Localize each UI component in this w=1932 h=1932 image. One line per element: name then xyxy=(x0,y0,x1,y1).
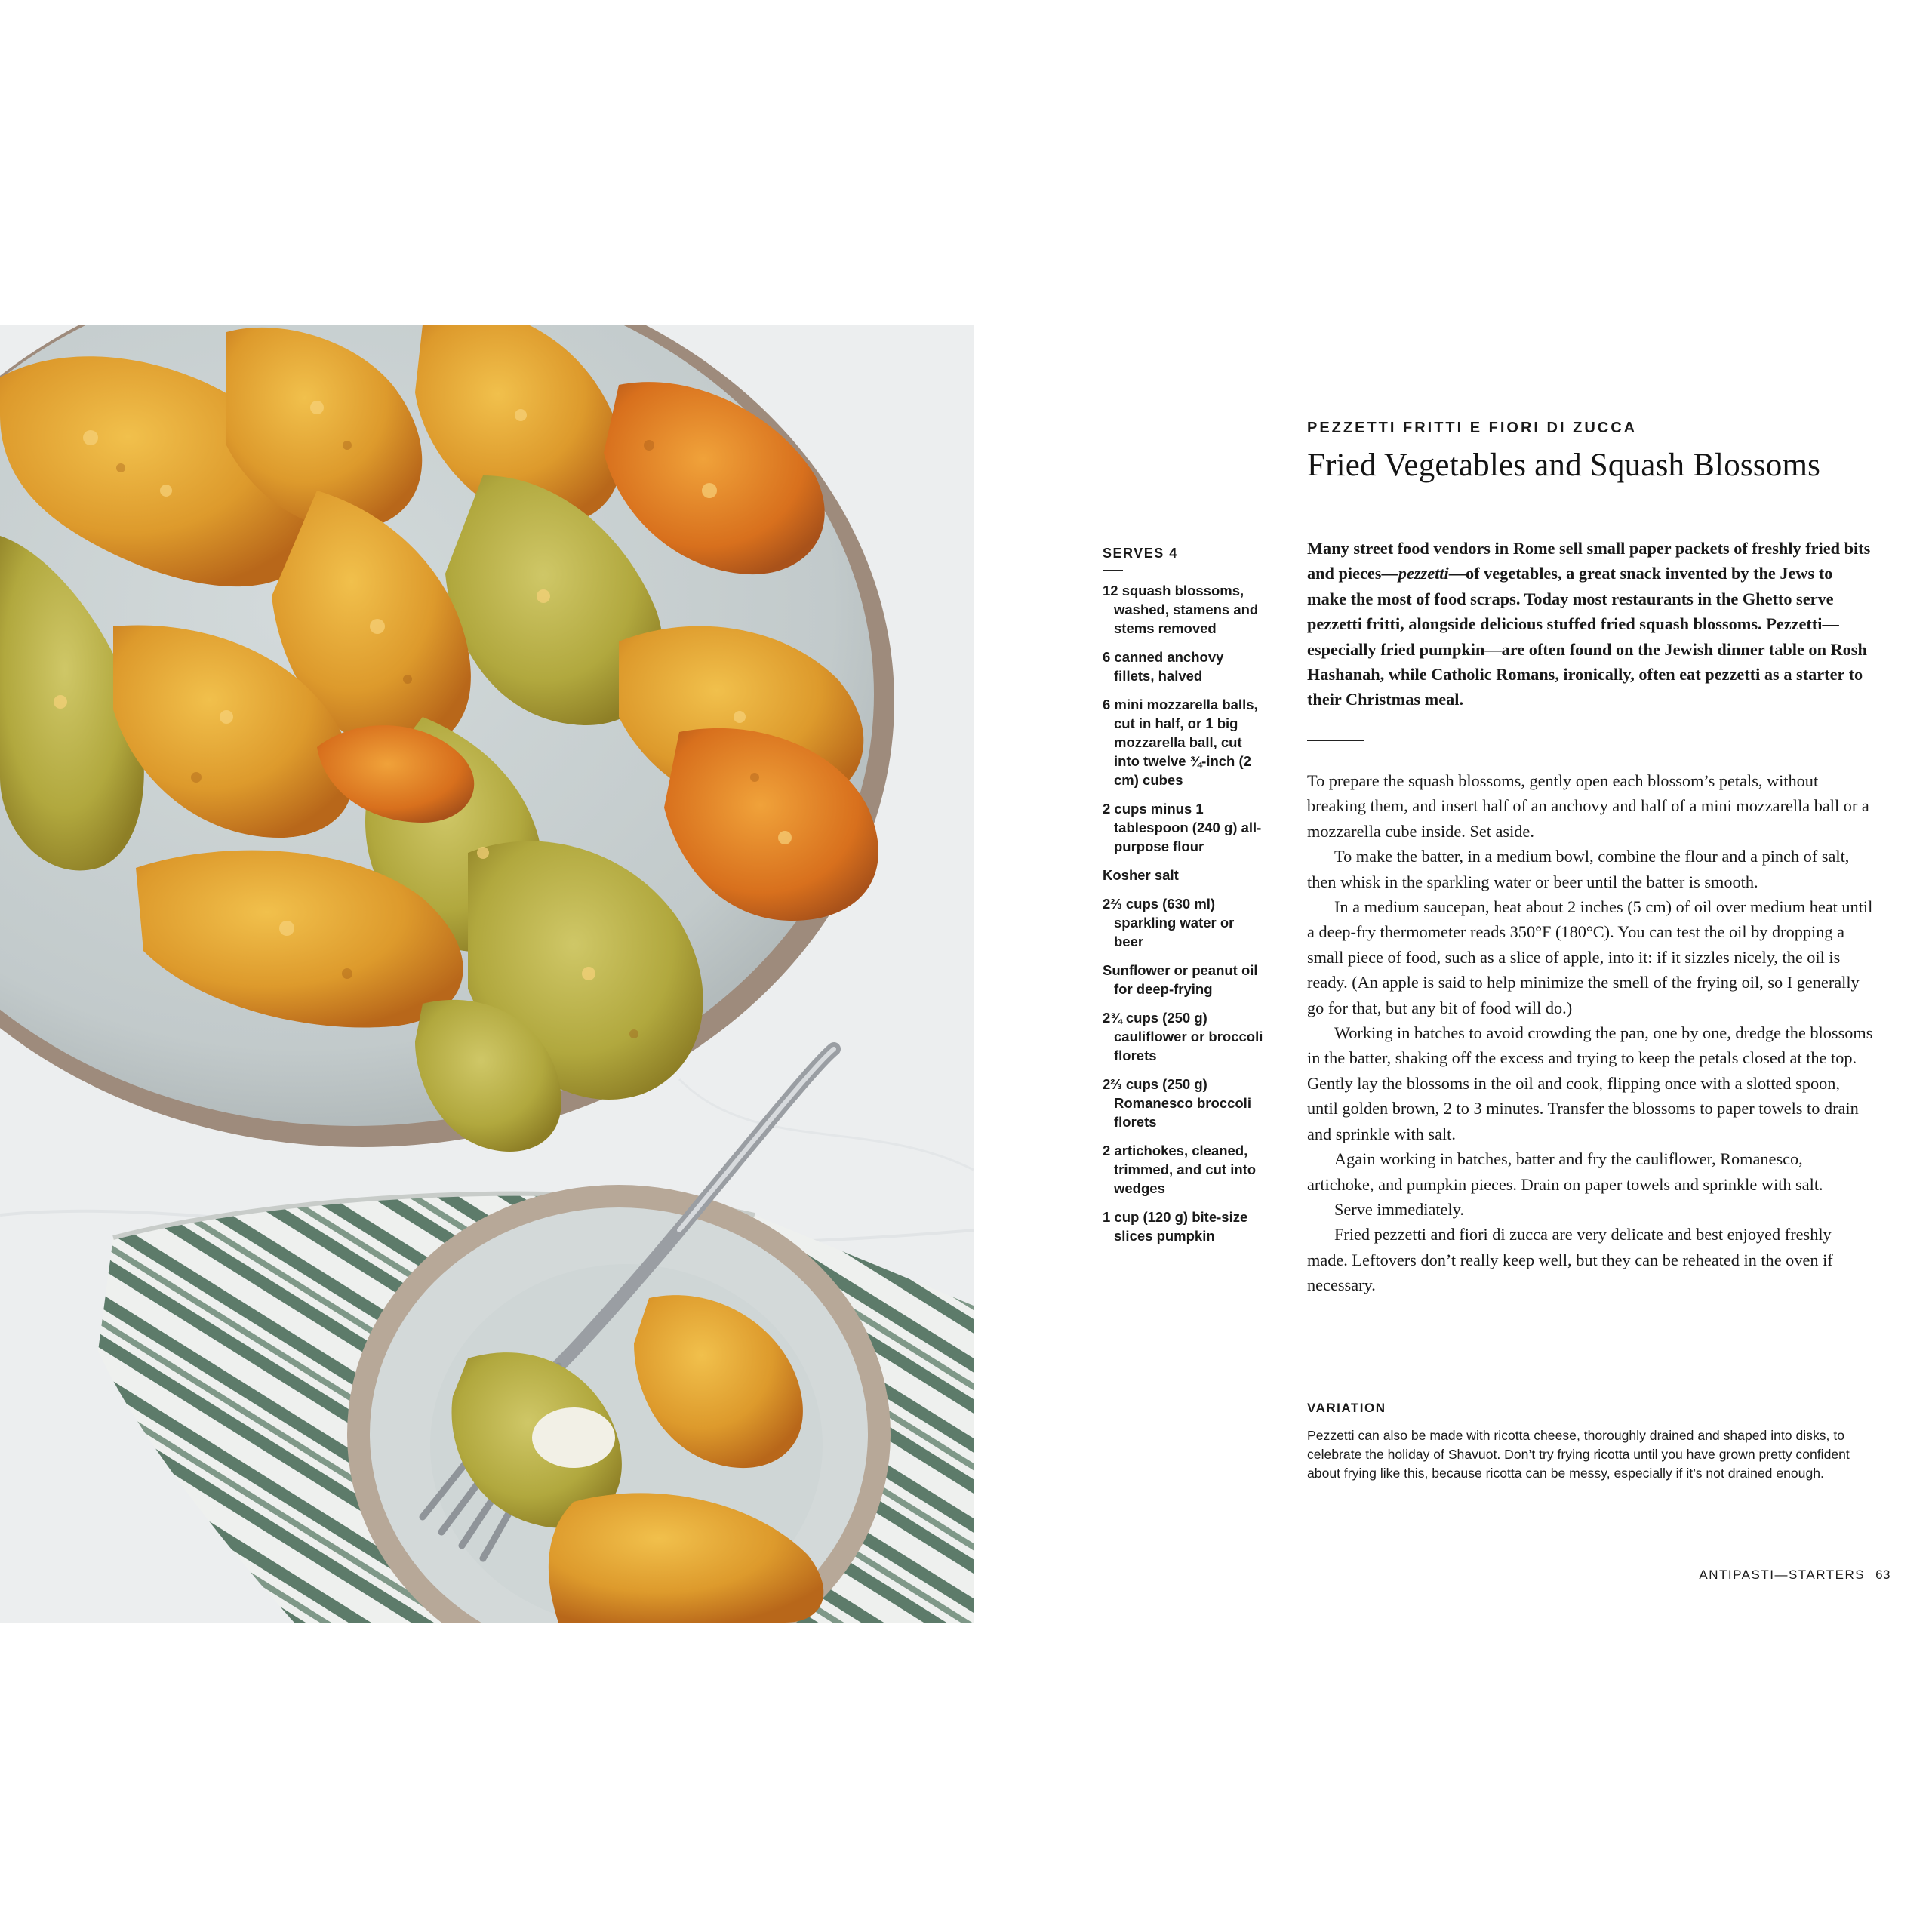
serves-divider xyxy=(1103,570,1123,571)
ingredient-item: 2⅔ cups (250 g) Romanesco broccoli florets xyxy=(1103,1076,1251,1130)
method-step: Fried pezzetti and fiori di zucca are very delicate and best enjoyed freshly made. Leftovers don’t really keep well, but they can be reheated in the oven if necessary. xyxy=(1307,1225,1833,1295)
ingredient-item: 12 squash blossoms, washed, stamens and stems removed xyxy=(1103,583,1259,636)
ingredient-item: 2 cups minus 1 tablespoon (240 g) all-purpose flour xyxy=(1103,801,1262,854)
variation-text: Pezzetti can also be made with ricotta cheese, thoroughly drained and shaped into disks, to celebrate the holiday of Shavuot. Don’t try frying ricotta until you have grown pretty confident about frying like this, because ricotta can be messy, especially if it’s not drained enough. xyxy=(1307,1428,1850,1481)
ingredient-item: 2 artichokes, cleaned, trimmed, and cut into wedges xyxy=(1103,1143,1257,1196)
ingredient-item: 2¾ cups (250 g) cauliflower or broccoli florets xyxy=(1103,1010,1263,1063)
method-step: Serve immediately. xyxy=(1334,1199,1464,1219)
intro-italic-term: pezzetti xyxy=(1398,564,1449,583)
ingredients-list xyxy=(1103,581,1265,1255)
method-step: Working in batches to avoid crowding the pan, one by one, dredge the blossoms in the batter, shaking off the excess and trying to keep the petals closed at the top. Gently lay the blossoms in the oil and cook, flipping once with a slotted spoon, until golden brown, 2 to 3 minutes. Transfer the blossoms to paper towels to drain and sprinkle with salt. xyxy=(1307,1023,1873,1143)
food-photograph xyxy=(0,325,974,1623)
footer-section: ANTIPASTI—STARTERS xyxy=(1699,1567,1866,1582)
ingredient-item: 1 cup (120 g) bite-size slices pumpkin xyxy=(1103,1209,1248,1244)
ingredient-item: Kosher salt xyxy=(1103,867,1179,883)
intro-text-start: Many street food vendors in Rome sell small paper packets of freshly fried bits and pieces— xyxy=(1307,539,1871,583)
recipe-intro xyxy=(1307,536,1873,712)
intro-text-end: —of vegetables, a great snack invented by the Jews to make the most of food scraps. Today most restaurants in the Ghetto serve pezzetti fritti, alongside delicious stuffed fried squash blossoms. Pezzetti—especially fried pumpkin—are often found on the Jewish dinner table on Rosh Hashanah, while Catholic Romans, ironically, often eat pezzetti as a starter to their Christmas meal. xyxy=(1307,564,1867,709)
variation-heading: VARIATION xyxy=(1307,1401,1386,1415)
method-step: Again working in batches, batter and fry the cauliflower, Romanesco, artichoke, and pumpkin pieces. Drain on paper towels and sprinkle with salt. xyxy=(1307,1149,1823,1194)
method-step: To make the batter, in a medium bowl, combine the flour and a pinch of salt, then whisk in the sparkling water or beer until the batter is smooth. xyxy=(1307,847,1850,891)
recipe-italian-title: PEZZETTI FRITTI E FIORI DI ZUCCA xyxy=(1307,420,1638,436)
ingredient-item: 2⅔ cups (630 ml) sparkling water or beer xyxy=(1103,896,1235,949)
ingredient-item: Sunflower or peanut oil for deep-frying xyxy=(1103,962,1258,997)
section-divider xyxy=(1307,740,1364,741)
page-footer xyxy=(1623,1567,1890,1583)
ingredient-item: 6 mini mozzarella balls, cut in half, or 1 big mozzarella ball, cut into twelve ¾-inch (2 cm) cubes xyxy=(1103,697,1258,788)
ingredient-item: 6 canned anchovy fillets, halved xyxy=(1103,649,1224,684)
method-step: To prepare the squash blossoms, gently open each blossom’s petals, without breaking them, and insert half of an anchovy and half of a mini mozzarella ball or a mozzarella cube inside. Set aside. xyxy=(1307,771,1869,841)
page-number: 63 xyxy=(1875,1567,1890,1582)
recipe-title: Fried Vegetables and Squash Blossoms xyxy=(1307,448,1821,483)
serves-label: SERVES 4 xyxy=(1103,546,1178,561)
method-step: In a medium saucepan, heat about 2 inches (5 cm) of oil over medium heat until a deep-fry thermometer reads 350°F (180°C). You can test the oil by dropping a small piece of food, such as a slice of apple, into it: if it sizzles nicely, the oil is ready. (An apple is said to help minimize the smell of the frying oil, so I generally go for that, but any bit of food will do.) xyxy=(1307,897,1873,1017)
recipe-method xyxy=(1307,768,1873,1298)
